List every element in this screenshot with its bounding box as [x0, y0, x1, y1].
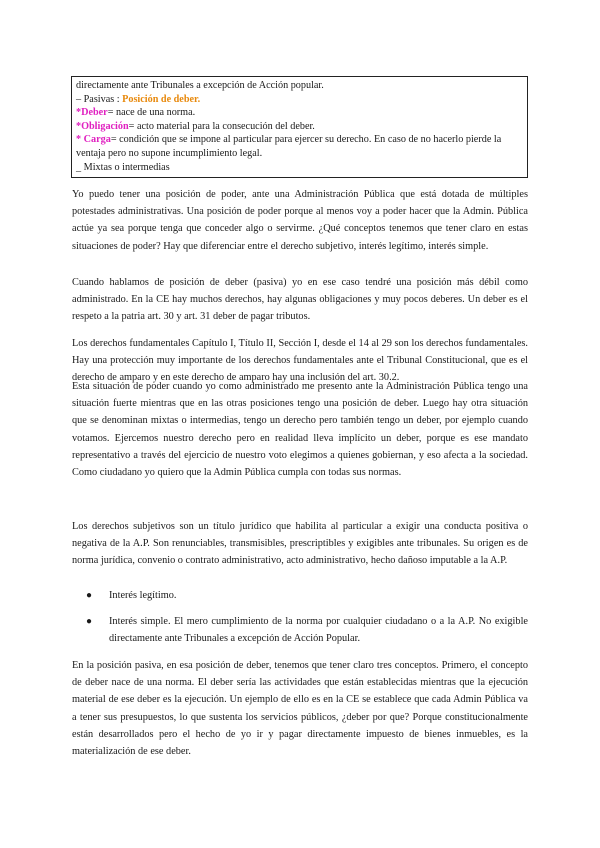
box-line-mixtas: _ Mixtas o intermedias	[76, 161, 170, 173]
obligacion-label: *Obligación	[76, 120, 129, 132]
paragraph-situacion-poder: Esta situación de poder cuando yo como administrado me presento ante la Administración Pública tengo una situación fuerte mientras que en las otras posiciones tengo una posición de deber. Luego hay otra situación que se denominan mixtas o intermedias, tengo un derecho pero también tengo un deber, por ejemplo cuando votamos. Ejercemos nuestro derecho pero en realidad lleva implícito un deber, porque es ese mandato representativo a través del ejercicio de nuestro voto elegimos a quienes gobiernan, y eso afecta a la sociedad. Como ciudadano yo quiero que la Admin Pública cumpla con todas sus normas.	[72, 381, 528, 479]
carga-text: = condición que se impone al particular para ejercer su derecho. En caso de no hacerlo pierde la ventaja pero no supone incumplimiento legal.	[76, 134, 502, 159]
deber-text: = nace de una norma.	[107, 107, 196, 119]
interest-bullet-list	[72, 587, 528, 648]
paragraph-derechos-fundamentales: Los derechos fundamentales Capítulo I, Título II, Sección I, desde el 14 al 29 son los derechos fundamentales. Hay una protección muy importante de los derechos fundamentales ante el Tribunal Constitucional, que es el derecho de amparo y en este derecho de amparo hay una inclusión del art. 30.2.	[72, 338, 528, 384]
bullet-icon: ●	[86, 616, 93, 628]
carga-label: * Carga	[76, 134, 111, 146]
obligacion-text: = acto material para la consecución del deber.	[128, 120, 315, 132]
bullet-icon: ●	[86, 590, 93, 601]
bullet-item	[72, 587, 528, 604]
pasivas-prefix: – Pasivas :	[76, 93, 123, 105]
notes-box	[71, 76, 528, 178]
paragraph-posicion-deber: Cuando hablamos de posición de deber (pasiva) yo en ese caso tendré una posición más débil como administrado. En la CE hay muchos derechos, hay algunas obligaciones y muy pocos deberes. Un deber es el respeto a la patria art. 30 y art. 31 deber de pagar tributos.	[72, 277, 528, 323]
box-line-1: directamente ante Tribunales a excepción de Acción popular.	[76, 80, 324, 91]
paragraph-derechos-subjetivos: Los derechos subjetivos son un título jurídico que habilita al particular a exigir una conducta positiva o negativa de la A.P. Son renunciables, transmisibles, prescriptibles y exigibles ante tribunales. Su origen es de norma jurídica, convenio o contrato administrativo, acto administrativo, hecho dañoso imputable a la A.P.	[72, 521, 528, 567]
box-line-carga	[76, 133, 523, 160]
bullet-item	[72, 613, 528, 647]
box-line-obligacion	[76, 120, 523, 134]
box-line-deber	[76, 106, 523, 120]
deber-label: *Deber	[76, 107, 108, 119]
paragraph-posicion-poder: Yo puedo tener una posición de poder, ante una Administración Pública que está dotada de múltiples potestades administrativas. Una posición de poder porque al menos voy a poder hacer que la Admin. Pública actúe ya sea porque tenga que conceder algo o servirme. ¿Qué conceptos tenemos que tener claro en estas situaciones de poder? Hay que diferenciar entre el derecho subjetivo, interés legítimo, interés simple.	[72, 189, 528, 252]
pasivas-label: Posición de deber.	[122, 93, 201, 105]
box-line-pasivas	[76, 93, 523, 107]
bullet-text: Interés simple. El mero cumplimiento de la norma por cualquier ciudadano o a la A.P. No exigible directamente ante Tribunales a excepción de Acción Popular.	[109, 616, 528, 645]
bullet-text: Interés legítimo.	[109, 590, 177, 601]
paragraph-posicion-pasiva: En la posición pasiva, en esa posición de deber, tenemos que tener claro tres conceptos. Primero, el concepto de deber nace de una norma. El deber sería las actividades que están establecidas mientras que la ejecución material de ese deber es la ejecución. Un ejemplo de ello es en la CE se establece que cada Admin Pública va a tener sus presupuestos, lo que sustenta los servicios públicos, ¿deber por que? Porque constitucionalmente están desarrollados pero el hecho de yo ir y pagar directamente impuesto de bienes inmuebles, es la materialización de ese deber.	[72, 660, 528, 758]
